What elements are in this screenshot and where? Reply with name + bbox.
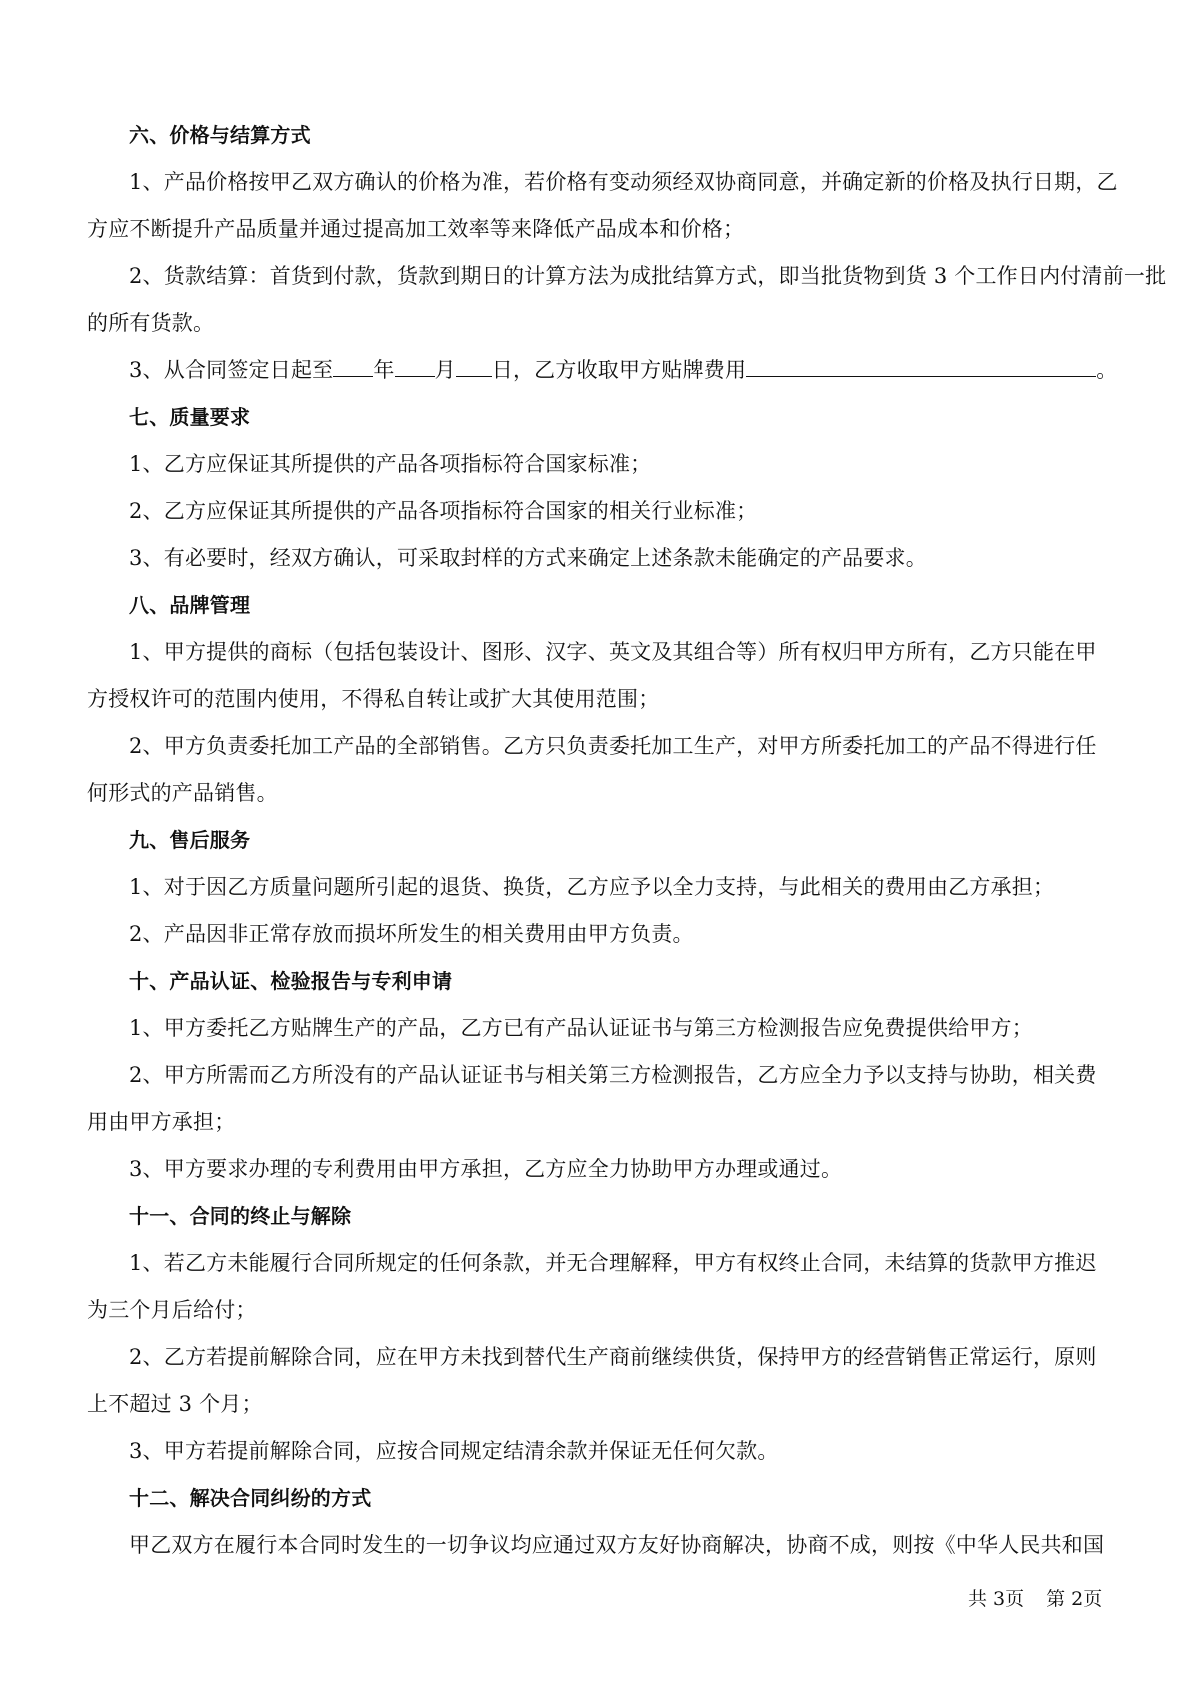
paragraph-text: 为三个月后给付； <box>87 1298 257 1322</box>
paragraph-text: 的所有货款。 <box>87 311 215 335</box>
paragraph-text: 1、若乙方未能履行合同所规定的任何条款，并无合理解释，甲方有权终止合同，未结算的货款甲方推迟 <box>129 1251 1097 1275</box>
paragraph-text: 2、产品因非正常存放而损坏所发生的相关费用由甲方负责。 <box>129 922 694 946</box>
paragraph-text: 方授权许可的范围内使用，不得私自转让或扩大其使用范围； <box>87 687 660 711</box>
current-page: 第 2页 <box>1046 1588 1103 1610</box>
day-blank[interactable] <box>456 350 492 377</box>
paragraph-text: 用由甲方承担； <box>87 1110 236 1134</box>
section-heading-certification: 十、产品认证、检验报告与专利申请 <box>129 969 453 993</box>
section-heading-quality: 七、质量要求 <box>129 405 251 429</box>
paragraph-text: 1、甲方委托乙方贴牌生产的产品，乙方已有产品认证证书与第三方检测报告应免费提供给甲方； <box>129 1016 1033 1040</box>
clause-text: 日，乙方收取甲方贴牌费用 <box>491 358 747 382</box>
paragraph-text: 3、甲方若提前解除合同，应按合同规定结清余款并保证无任何欠款。 <box>129 1439 779 1463</box>
paragraph-text: 2、乙方应保证其所提供的产品各项指标符合国家的相关行业标准； <box>129 499 758 523</box>
brand-fee-clause <box>87 347 1118 394</box>
month-label: 月 <box>434 358 456 382</box>
paragraph-text: 2、甲方所需而乙方所没有的产品认证证书与相关第三方检测报告，乙方应全力予以支持与协助，相关费 <box>129 1063 1097 1087</box>
section-heading-brand: 八、品牌管理 <box>129 593 251 617</box>
month-blank[interactable] <box>395 350 435 377</box>
paragraph-text: 方应不断提升产品质量并通过提高加工效率等来降低产品成本和价格； <box>87 217 745 241</box>
section-heading-dispute: 十二、解决合同纠纷的方式 <box>129 1486 372 1510</box>
paragraph-text: 2、甲方负责委托加工产品的全部销售。乙方只负责委托加工生产，对甲方所委托加工的产品不得进行任 <box>129 734 1097 758</box>
clause-text: 3、从合同签定日起至 <box>129 358 334 382</box>
section-heading-price-settlement: 六、价格与结算方式 <box>129 123 311 147</box>
paragraph-text: 上不超过 3 个月； <box>87 1392 263 1416</box>
total-pages: 共 3页 <box>968 1588 1025 1610</box>
year-label: 年 <box>373 358 395 382</box>
paragraph-text: 1、甲方提供的商标（包括包装设计、图形、汉字、英文及其组合等）所有权归甲方所有，乙方只能在甲 <box>129 640 1097 664</box>
clause-end: 。 <box>1096 358 1118 382</box>
paragraph-text: 甲乙双方在履行本合同时发生的一切争议均应通过双方友好协商解决，协商不成，则按《中华人民共和国 <box>129 1533 1105 1557</box>
year-blank[interactable] <box>333 350 373 377</box>
paragraph-text: 1、乙方应保证其所提供的产品各项指标符合国家标准； <box>129 452 652 476</box>
paragraph-text: 1、对于因乙方质量问题所引起的退货、换货，乙方应予以全力支持，与此相关的费用由乙方承担； <box>129 875 1055 899</box>
paragraph-text: 1、产品价格按甲乙双方确认的价格为准，若价格有变动须经双协商同意，并确定新的价格及执行日期，乙 <box>129 170 1118 194</box>
paragraph-text: 何形式的产品销售。 <box>87 781 278 805</box>
paragraph-text: 3、甲方要求办理的专利费用由甲方承担，乙方应全力协助甲方办理或通过。 <box>129 1157 843 1181</box>
page-footer <box>968 1586 1102 1612</box>
paragraph-text: 2、乙方若提前解除合同，应在甲方未找到替代生产商前继续供货，保持甲方的经营销售正常运行，原则 <box>129 1345 1097 1369</box>
paragraph-text: 3、有必要时，经双方确认，可采取封样的方式来确定上述条款未能确定的产品要求。 <box>129 546 927 570</box>
section-heading-termination: 十一、合同的终止与解除 <box>129 1204 352 1228</box>
brand-fee-blank[interactable] <box>746 350 1096 377</box>
paragraph-text: 2、货款结算：首货到付款，货款到期日的计算方法为成批结算方式，即当批货物到货 3 个工作日内付清前一批 <box>129 264 1167 288</box>
section-heading-after-sales: 九、售后服务 <box>129 828 251 852</box>
document-body <box>87 112 1167 1569</box>
